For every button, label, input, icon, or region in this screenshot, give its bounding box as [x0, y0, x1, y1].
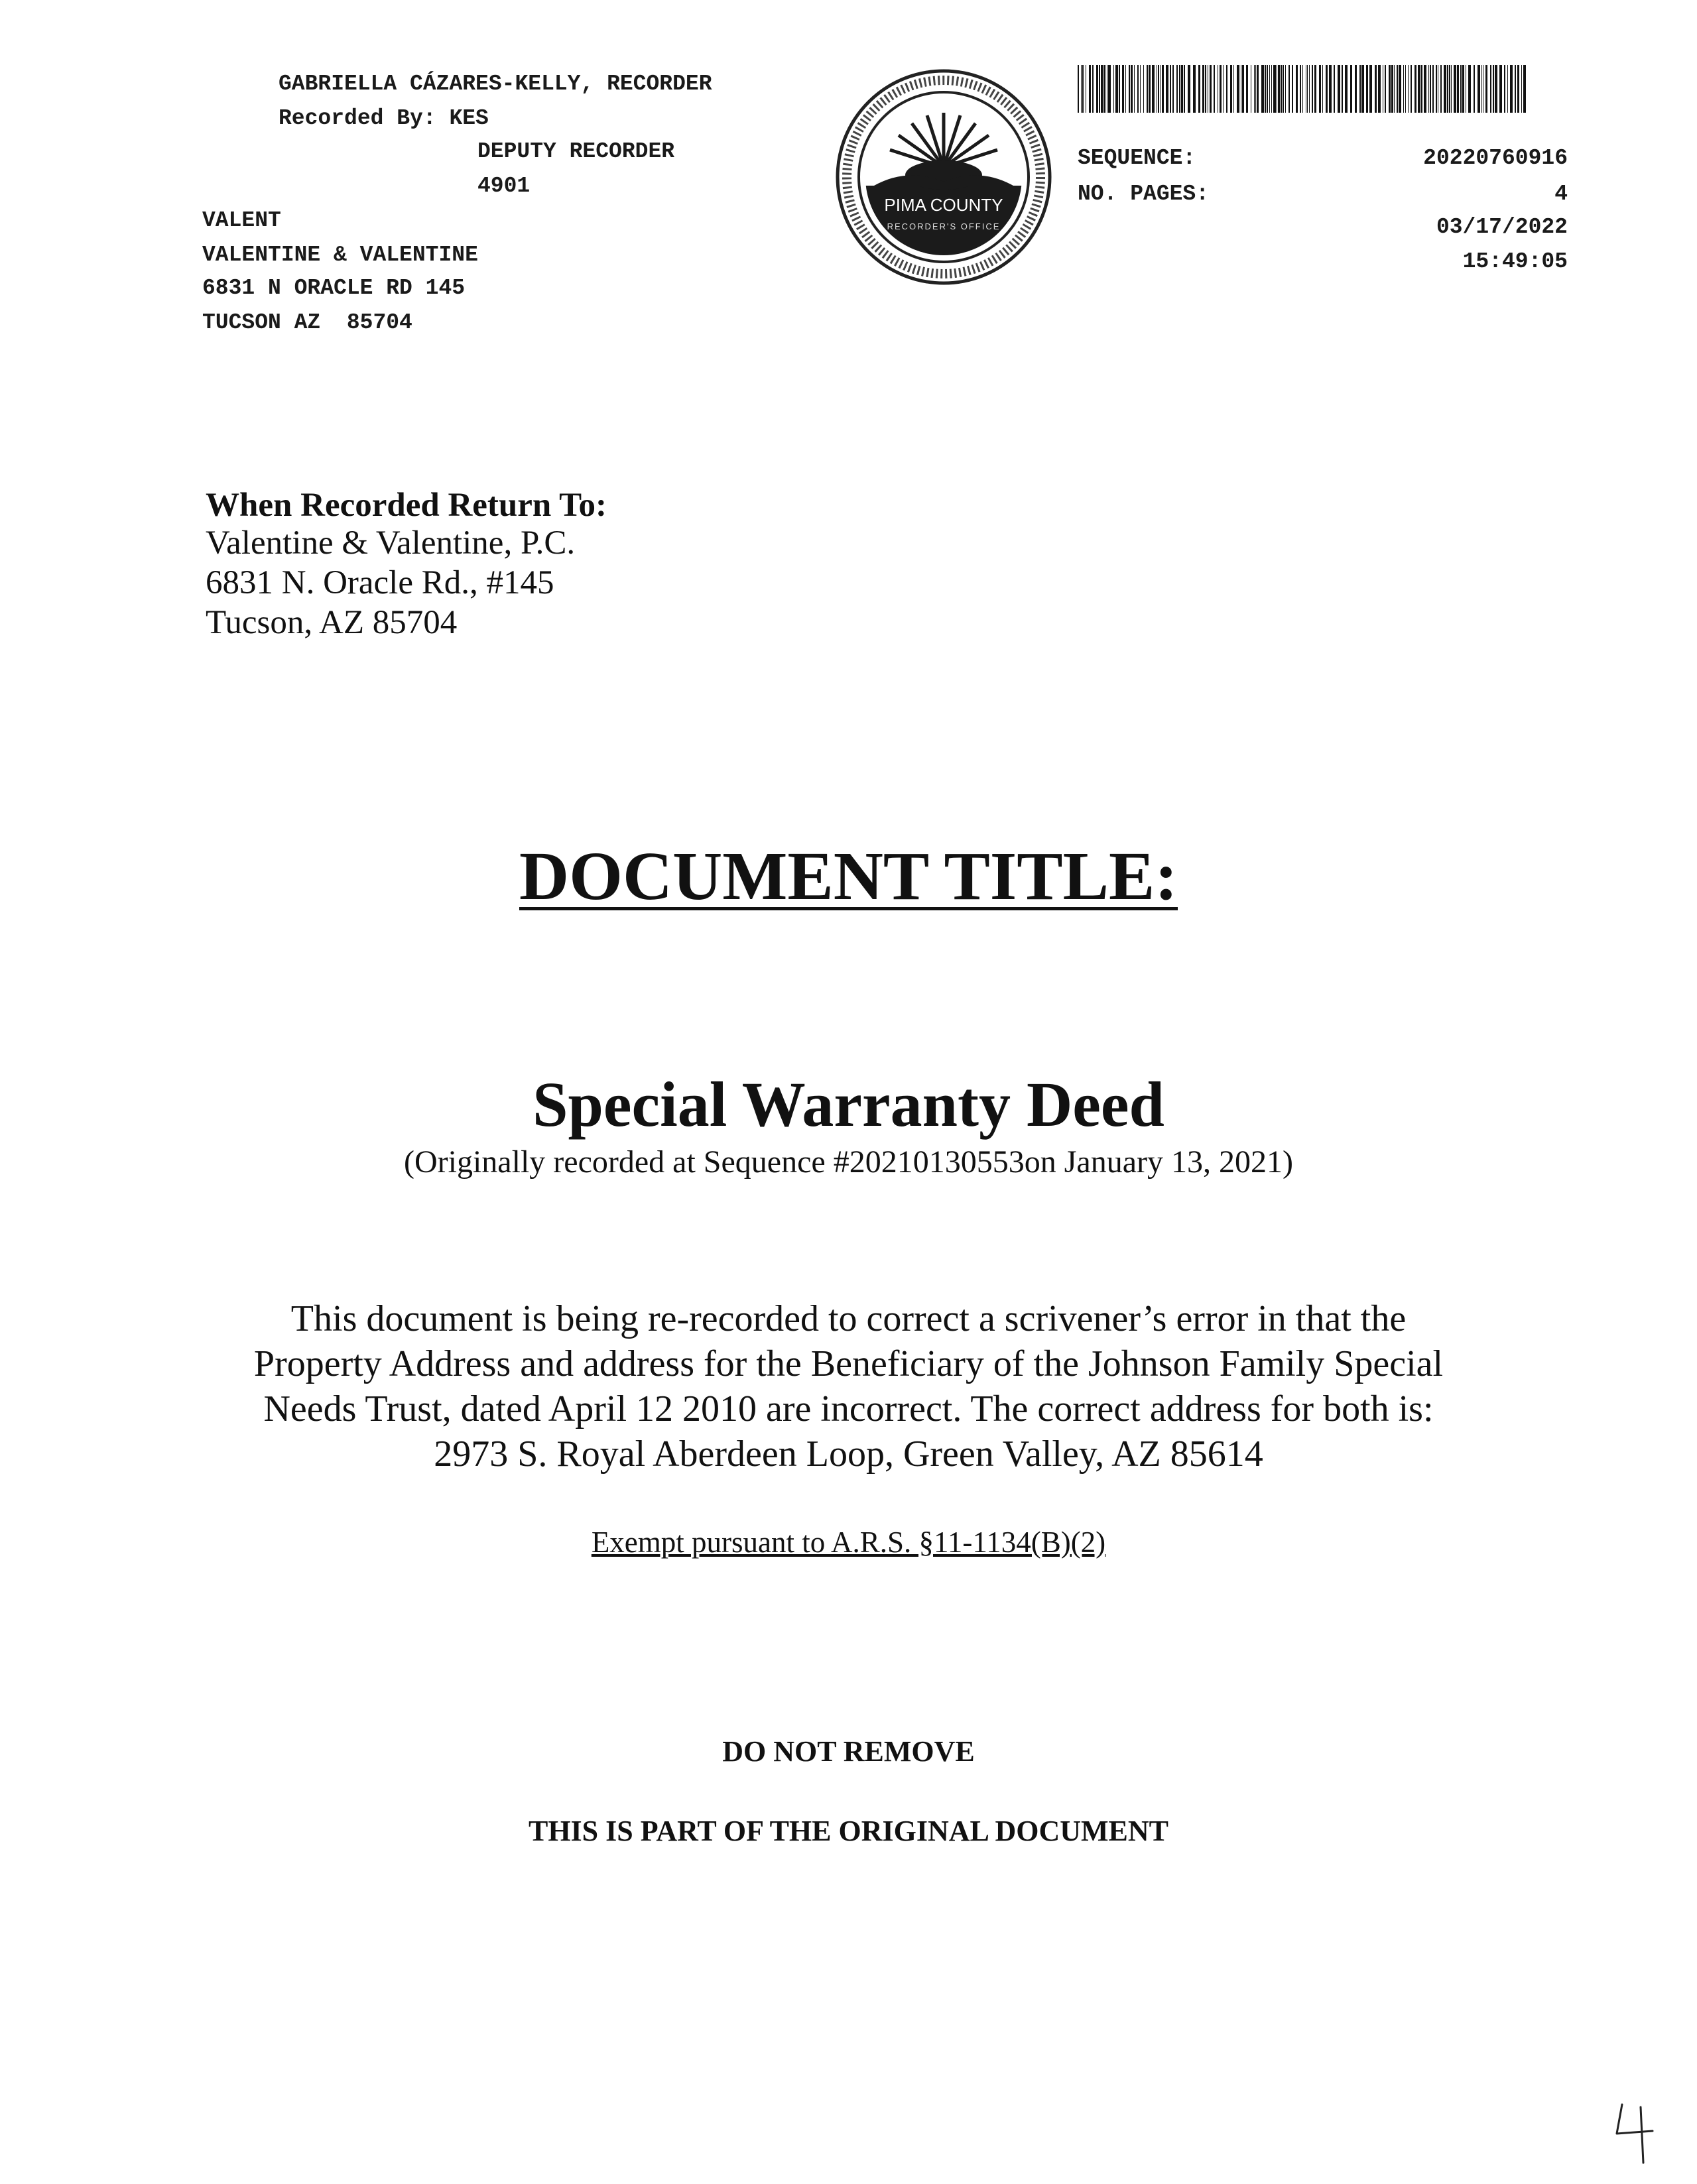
- return-to-city: Tucson, AZ 85704: [206, 604, 458, 641]
- deputy-recorder: DEPUTY RECORDER: [477, 139, 675, 164]
- rerecording-explanation: [0, 1296, 1697, 1477]
- document-title-heading: DOCUMENT TITLE:: [519, 838, 1178, 914]
- pages-label: NO. PAGES:: [1078, 182, 1210, 206]
- explanation-line: Property Address and address for the Beneficiary of the Johnson Family Special: [253, 1343, 1444, 1384]
- explanation-line: This document is being re-recorded to correct a scrivener’s error in that the: [290, 1298, 1407, 1339]
- document-title: Special Warranty Deed: [533, 1069, 1164, 1140]
- handwritten-page-number: [1614, 2100, 1661, 2164]
- pages-value: 4: [1554, 182, 1568, 206]
- explanation-line: Needs Trust, dated April 12 2010 are incorrect. The correct address for both is:: [263, 1388, 1434, 1429]
- do-not-remove-notice: DO NOT REMOVE: [722, 1735, 975, 1768]
- seal-text: PIMA COUNTY: [884, 195, 1003, 215]
- barcode-icon: [1078, 65, 1529, 113]
- recording-date: 03/17/2022: [1436, 215, 1568, 239]
- deputy-id: 4901: [477, 174, 531, 198]
- mailing-address-name: VALENTINE & VALENTINE: [202, 243, 478, 267]
- return-to-name: Valentine & Valentine, P.C.: [206, 524, 576, 562]
- original-document-notice: THIS IS PART OF THE ORIGINAL DOCUMENT: [528, 1815, 1168, 1847]
- document-subtitle: (Originally recorded at Sequence #20210130553on January 13, 2021): [404, 1144, 1293, 1180]
- mailing-address-street: 6831 N ORACLE RD 145: [202, 276, 466, 300]
- sequence-value: 20220760916: [1423, 146, 1568, 170]
- pima-county-seal-icon: [834, 68, 1053, 286]
- return-to-street: 6831 N. Oracle Rd., #145: [206, 564, 554, 601]
- sequence-label: SEQUENCE:: [1078, 146, 1196, 170]
- recorded-by: Recorded By: KES: [279, 106, 489, 131]
- return-to-heading: When Recorded Return To:: [206, 487, 607, 524]
- mailing-address-city: TUCSON AZ 85704: [202, 310, 412, 335]
- explanation-line: 2973 S. Royal Aberdeen Loop, Green Valley, AZ 85614: [434, 1433, 1263, 1475]
- exemption-note: Exempt pursuant to A.R.S. §11-1134(B)(2): [591, 1526, 1106, 1559]
- recorder-name: GABRIELLA CÁZARES-KELLY, RECORDER: [279, 72, 712, 96]
- seal-subtext: RECORDER'S OFFICE: [887, 221, 1001, 231]
- recording-time: 15:49:05: [1462, 249, 1568, 274]
- mailing-address-code: VALENT: [202, 208, 281, 233]
